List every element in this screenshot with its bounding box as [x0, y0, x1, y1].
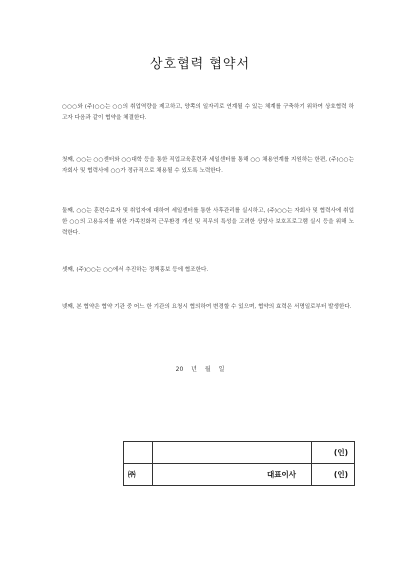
- clause-first: 첫째, ○○는 ○○센터와 ○○대학 등을 통한 직업교육훈련과 세일센터를 통해 ○○ 채용연계를 지원하는 한편, (주)○○는 자회사 및 협력사에 ○○가 정규직으로 채용될 수 있도록 노력한다.: [62, 157, 354, 174]
- signature-row-second: [124, 464, 355, 486]
- date-line: 20 년 월 일: [175, 366, 225, 373]
- signature-company-cell: ㈜: [124, 464, 153, 486]
- signature-seal-cell-second: [312, 464, 355, 486]
- representative-label: 대표이사: [267, 470, 296, 479]
- signature-row-first: [124, 442, 355, 464]
- signature-seal-cell: [312, 442, 355, 464]
- clause-second: 둘째, ○○는 훈련수료자 및 취업자에 대하여 세일센터를 통한 사후관리를 실시하고, (주)○○는 자회사 및 협력사에 취업한 ○○의 고용유지를 위한 가족친화적 근무환경 개선 및 직무의 특성을 고려한 상담사 보호프로그램 실시 등을 위해 노력한다.: [62, 208, 354, 236]
- seal-mark-second: (인): [333, 470, 348, 479]
- intro-paragraph: ○○○와 (주)○○는 ○○의 취업역량을 제고하고, 양쪽의 일자리로 연계될 수 있는 체계를 구축하기 위하여 상호협력 하고자 다음과 같이 협약을 체결한다.: [62, 104, 354, 121]
- document-title: 상호협력 협약서: [149, 57, 251, 72]
- clause-third: 셋째, (주)○○는 ○○에서 추진하는 정책홍보 등에 협조한다.: [62, 267, 209, 273]
- signature-role-cell-empty: [153, 442, 312, 464]
- signature-company-cell-empty: [124, 442, 153, 464]
- seal-mark: (인): [333, 448, 348, 457]
- clause-fourth: 넷째, 본 협약은 협약 기관 중 어느 한 기관의 요청시 협의하여 변경할 수 있으며, 협약의 효력은 서명일로부터 발생한다.: [62, 304, 352, 310]
- signature-role-cell: [153, 464, 312, 486]
- signature-table: [123, 441, 355, 486]
